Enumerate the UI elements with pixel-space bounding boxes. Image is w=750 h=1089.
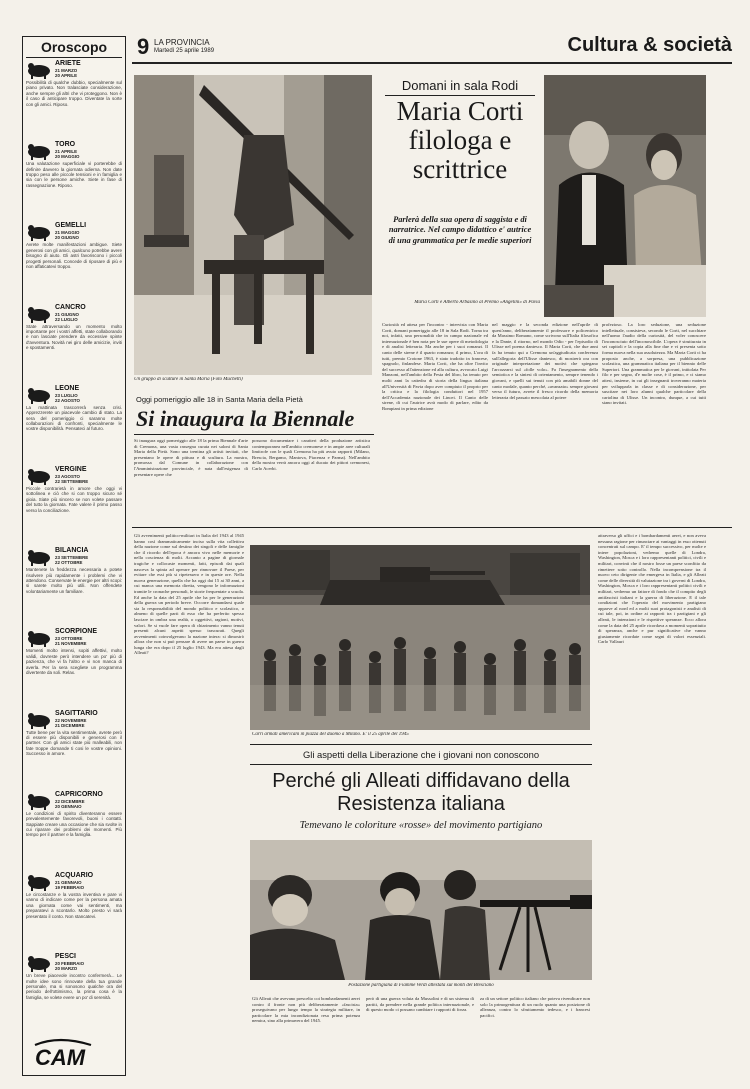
horoscope-sign-name: PESCI — [55, 953, 77, 961]
horoscope-sign-name: VERGINE — [55, 466, 87, 473]
newspaper-name: LA PROVINCIA — [154, 38, 210, 47]
biennale-body-col1: Si inaugura oggi pomeriggio alle 18 la prima Biennale d'arte di Cremona, una vasta rassegna curata nei saloni di Santa Maria della Pietà. Sono una trentina gli artisti invitati, che presentano le opere di pittura e di scultura. La mostra, promossa dal Comune in collaborazione con l'Amministrazione provinciale, è nata dall'esigenza di presentare opere che — [134, 438, 248, 477]
horoscope-item — [23, 303, 125, 384]
water-bearer-icon — [26, 873, 52, 891]
fish-icon — [26, 954, 52, 972]
horoscope-sign-text: Tutte bene per la vita sentimentale, avrete però di essere più disponibili e generosi con il partner. Con gli amici state più malleabili, non fate troppe domande ti cosi le vostre opinioni. Successo in amore. — [26, 729, 122, 757]
masthead-rule — [132, 62, 732, 64]
horoscope-item — [23, 465, 125, 546]
ram-icon — [26, 61, 52, 79]
horoscope-item — [23, 790, 125, 871]
horoscope-sign-dates: 21 GENNAIO 19 FEBBRAIO — [55, 880, 85, 890]
cam-logo-text: CAM — [35, 1045, 86, 1070]
corti-deck: Parlerà della sua opera di saggista e di narratrice. Nel campo didattico e' autrice di una grammatica per le medie superiori — [388, 215, 532, 245]
scales-icon — [26, 548, 52, 566]
lion-icon — [26, 386, 52, 404]
horoscope-sign-text: Una valutazione superficiale vi porterebbe di definire davvero la giornata odierna. Non date troppo peso alle piccole tensioni e in famiglia e sia con le persone amiche. Siete in fase di rassegnazione. Riposo. — [26, 161, 122, 188]
partisans-photo — [250, 840, 592, 980]
alleati-body-left: Gli avvenimenti politico-militari in Italia del 1943 al 1945 hanno così drammaticamente inciso sulla vita collettiva della nazione come sul destino dei singoli e delle famiglie che il ricordo dell'epoca è ancora vivo nelle memorie e nella coscienza di molti. Accanto a pagine di giornale tragiche e collocaste momenti, fatti, episodi dai quali nasceva la spinta ad operare per rinnovare il Paese, per evitare che essi più si ripetessero e in queste ore. Nella nuova generazione, quella che ha oggi dai 15 ai 30 anni, a cui manca una memoria diretta, vengono le informazioni tramite le cronache personali, le storie frequentate a scuola. Ed anche la data del 25 aprile che ha per le generazioni della guerra un periodo breve. Occorre domandarsi quale sia la responsabilità del mondo politico e scolastico, o almeno di quelle parti di esso che ha preferito spesso lasciare in ombra una realtà, o oggettivi, ragioni, motivi, valori. Se si vuole fare opera di chiarimento vanno tenuti presenti alcuni aspetti spesso trascurati. Quegli avvenimenti coinvolgevano la nazione intera: si dimostrò allora che non si può pensare di avere un paese in guerra lunga che era dopo il 25 luglio 1943. Ma era attesa dagli Alleati? — [134, 533, 244, 656]
biennale-body-col2: possono documentare i caratteri della produzione artistica contemporanea nell'ambito cremonese e in ampie aree culturali limitrofe con le quali Cremona ha più avuto rapporti (Milano, Brescia, Bergamo, Mantova, Piacenza e Parma). Nell'ambito della mostra verrà ancora oggi al ducato dei pittori cremonesi, Carlo Acerbi. — [252, 438, 370, 471]
horoscope-item — [23, 384, 125, 465]
horoscope-title: Oroscopo — [40, 39, 108, 55]
horoscope-sign-text: Piccole contrarietà in amore che oggi vi sottolinea e ciò che si con troppo sicuro sé gioia. Siate più sincero se non volete passare del tutto la giornata. Fate valere il primo passo verso la conciliazione. — [26, 486, 122, 513]
horoscope-sign-dates: 23 OTTOBRE 21 NOVEMBRE — [55, 636, 87, 647]
partisans-photo-caption: Postazione partigiana di Fiamme Verdi attestata sul monti del Bresciano — [348, 983, 494, 988]
horoscope-sign-name: GEMELLI — [55, 222, 87, 230]
horoscope-sign-text: Possibilità di qualche dubbio, specialmente sul piano privato. Non tralasciate considerazione, anche sempre gli altri che vi proteggono. Non è il caso di anticipare troppo. Diventate la sorte con gli amici. Riposo. — [26, 80, 122, 107]
issue-date: Martedì 25 aprile 1989 — [154, 48, 215, 54]
alleati-deck: Temevano le coloriture «rosse» del movimento partigiano — [299, 820, 543, 831]
horoscope-sign-dates: 21 MARZO 20 APRILE — [55, 68, 78, 78]
horoscope-sign-dates: 21 GIUGNO 22 LUGLIO — [55, 311, 79, 322]
horoscope-sign-name: ARIETE — [55, 60, 81, 67]
horoscope-sign-text: Avrete molte manifestazioni ambigue. Siete generosi con gli amici, qualcuno potrebbe avere bisogno di aiuto. Gli astri favoriscono i piccoli progetti personali. Concede di riposare di più e non affaticatevi troppo. — [26, 242, 122, 270]
archer-icon — [26, 711, 52, 729]
horoscope-item — [23, 546, 125, 627]
sculpture-photo — [134, 75, 372, 375]
horoscope-sign-dates: 20 FEBBRAIO 20 MARZO — [55, 961, 85, 972]
virgin-icon — [26, 467, 52, 485]
biennale-headline: Si inaugura la Biennale — [136, 406, 355, 431]
corti-body-col2: nel maggio e la seconda edizione nell'aprile di quest'anno, deliberatamente il professore e policentrico da Massimo Romano, come scrivono sull'Italia filosofica e la Dante, il ritorno, nel mondo Odio - per l'episodio di Ulisse nel poema dantesco. Il Maria Corti, che due anni fa ha tenuto qui a Cremona un'aggiudicata conferenza sull'allegoria dell'Ulisse dantesco, di mostrerà ora con originale interpretazione dei motivi che spiegano l'arcozzarsi sul «folle volo». Fa l'insegnamento della semiotica e la sintesi di orientamento, sempre tenendo i giovani, e quelli sui tenuti con più amabili donne del canto modale, quanto perché, «avanzato» sempre giovani verso il futuro, avrete il fresco ricordo della memoria letteraria del passato mescolata al potere — [492, 322, 598, 400]
crab-icon — [26, 305, 52, 323]
horoscope-sign-dates: 22 NOVEMBRE 21 DICEMBRE — [55, 717, 87, 728]
horoscope-column — [22, 36, 126, 1076]
goat-icon — [26, 792, 52, 810]
twins-icon — [26, 223, 52, 241]
horoscope-sign-text: Momenti molto intensi, sopiti affettivi, molto validi, dovreste però intendere un po' più di pazienza, che vi fa l'altro e vi non manca di averla. Per la sera scegliete un programma divertente da soli. Relax. — [26, 648, 122, 676]
bull-icon — [26, 142, 52, 160]
horoscope-list — [23, 59, 125, 1034]
horoscope-sign-name: BILANCIA — [55, 547, 89, 555]
horoscope-title-rule — [26, 57, 122, 58]
biennale-rule — [134, 434, 374, 435]
horoscope-sign-name: ACQUARIO — [55, 872, 94, 879]
alleati-kicker: Gli aspetti della Liberazione che i giovani non conoscono — [302, 749, 540, 760]
horoscope-sign-name: SCORPIONE — [55, 628, 98, 636]
corti-headline: Maria Corti filologa e scrittrice — [396, 96, 524, 184]
horoscope-item — [23, 952, 125, 1033]
alleati-kicker-rule — [250, 764, 592, 765]
horoscope-item — [23, 140, 125, 221]
alleati-body-right: attraverso gli uffici e i bombardamenti aerei, e non aveva nessuna ragione per rinunciare ai vantaggi in esso ottenuti concentrati sul campo. E' il tempo successivo, per molte e intere popolazioni, vedremo quelle di Londra, Washington, Mosca e i loro rappresentanti politici, civili e militari, convinti che il nostro fosse un paese sconfitto da rimettere sotto controllo. Nella incomprensione tra il nuovo ceto dirigente che emergeva in Italia, e gli Alleati come delle diversità di valutazione tra i governi di Londra, Washington, Mosca e i loro rappresentanti politici civili e militari, vedremo un fattore di fondo che il compito degli antifascisti italiani e la guerra di liberazione. E il tale condizioni che l'operato del movimento partigiano apparve al nord ed a molti suoi protagonisti e analisti di cui tale, poi, in ordine ai rapporti tra i partigiani e gli alleati, le intenzioni e le rispettive speranze. Ecco allora come la data del 25 aprile ricordava a momenti soprattutto di speranza, anche e pur significative che vanno giustamente ricordate come segni di valori essenziali. Carlo Vallauri — [598, 533, 706, 645]
alleati-body-bottom-col2: però di una guerra voluta da Mussolini e di un sistema di partiti, da prendere nella grande politica internazionale, e di questo modo ci possano cambiare i rapporti di forza. — [366, 996, 474, 1013]
horoscope-sign-text: La mattinata trascorrerà senza crisi. Apprezzerete un piacevole cambio di stato. La sera del pomeriggio ci saranno molte collaborazioni di confronti, specialmente le vostre disponibilità. Pensateci al futuro. — [26, 404, 122, 432]
corti-photo — [544, 75, 706, 317]
horoscope-item — [23, 627, 125, 708]
horoscope-sign-dates: 23 AGOSTO 22 SETTEMBRE — [55, 474, 89, 484]
cam-logo — [29, 1037, 119, 1071]
corti-body-col1: Curiosità ed attesa per l'incontro - intervista con Maria Corti, domani pomeriggio alle 18 in Sala Rodi. Torna tra noi, infatti, una personalità che in campo nazionale ed internazionale è ben nota per le sue opere di metodologia e di analisi letteraria. Ma anche per i suoi romanzi. Il canto delle sirene è il quarto romanzo; il primo, L'ora di tutti, premio Crotone 1963, è stato tradotto in francese, spagnolo, finlandese. Maria Corti, che ha oltre l'invito del successo all'attenzione ed alla cultura, avvocato Luigi Manzoni, nell'ambito della Festa del libro, ha tenuto per molti anni la cattedra di storia della lingua italiana all'Università di Pavia dopo aver compiuto il proprio per la critica e la filologia conduttori nel 1957 dell'Accademia nazionale dei Lincei. Il Canto delle sirene, di cui l'autrice avrà modo di parlare, edito da Bompiani in prima edizione — [382, 322, 488, 411]
horoscope-sign-dates: 23 LUGLIO 22 AGOSTO — [55, 392, 80, 403]
horoscope-sign-name: SAGITTARIO — [55, 709, 98, 717]
alleati-body-bottom-col1: Gli Alleati che avevano prescelto coi bombardamenti aerei contro il fronte non più deliberatamente «fascista» proseguivano per lungo tempo la strategia militare, in particolare la mia incondizionata resa prima potenza nemica, sino alla primavera del 1945. — [252, 996, 360, 1024]
sculpture-photo-caption: Un gruppo di sculture in Santa Maria (Foto Muchetti) — [134, 377, 243, 382]
horoscope-sign-dates: 21 APRILE 20 MAGGIO — [55, 149, 80, 160]
horoscope-sign-text: Mantenete la freddezza necessaria a potete risolvere più rapidamente i problemi che vi attendono. Conservate le energie per altri scopi: si sarete molto più utili. Non offendete volontariamente un familiare. — [26, 567, 122, 594]
horoscope-sign-dates: 23 SETTEMBRE 22 OTTOBRE — [55, 555, 89, 566]
masthead — [132, 36, 732, 62]
horoscope-item — [23, 221, 125, 302]
section-title: Cultura & società — [567, 34, 732, 56]
horoscope-sign-text: Un breve piacevole incontro confermerà... Le molte idee sono rinnovate della tua grande personale, ma si sonosono qualche ora del periodo dell'ottimismo, la prima cosa è la famiglia, se volete evere un po' di serenità. — [26, 973, 122, 1000]
corti-body-col3: profezioso. La loro seduzione, una seduzione intellettuale, consisteva, secondo le Corti, nel succhiare nell'uomo l'audio della curiosità, del voler conoscere l'inconosciuto dell'inconoscibile. L'opera è strutturata in sei capitoli e la copia alla fine due e vi presenta sotto forma nuova nella sua assolutezza. Ma Maria Corti ci ha proposto anche, a sorpresa, una pubblicazione scolastica, una grammatica italiana per il biennio delle Superiori. Una grammatica per le giovani, intitolata Per filo e per segno, d'e molte cose, è il primo, e ci siamo attesi, insieme, in cui gli insegnanti troveranno materia per svilupparla in classe e di considerazione, per suscitare nei loro alunni qualche particolare della cartolina di Ulisse. Un incontro, dunque, a cui tutti siano invitati. — [602, 322, 706, 406]
tanks-photo-caption: Carri armati americani in piazza del duomo a Milano. E' il 25 aprile del 1945 — [252, 732, 409, 737]
tanks-photo — [250, 545, 590, 730]
scorpion-icon — [26, 629, 52, 647]
horoscope-sign-name: TORO — [55, 141, 76, 149]
alleati-top-rule — [250, 744, 592, 745]
upper-lower-divider — [132, 527, 732, 528]
horoscope-sign-dates: 21 MAGGIO 20 GIUGNO — [55, 230, 80, 241]
horoscope-sign-text: State attraversando un momento molto importante per i vostri affetti, state collaborando e non lasciate prendere da eccessive spinte d'avventura. Novità nei giro delle amicizie, inviti e spostamenti. — [26, 323, 122, 351]
corti-photo-caption: Maria Corti e Alberto Arbasino al Premio «Angelini» di Pavia — [414, 300, 540, 305]
page-number: 9 — [137, 34, 150, 59]
horoscope-sign-dates: 22 DICEMBRE 20 GENNAIO — [55, 798, 85, 809]
corti-kicker: Domani in sala Rodi — [401, 78, 519, 93]
alleati-headline: Perché gli Alleati diffidavano della Resistenza italiana — [272, 770, 570, 815]
horoscope-sign-name: CANCRO — [55, 303, 86, 311]
biennale-kicker: Oggi pomeriggio alle 18 in Santa Maria della Pietà — [136, 395, 303, 404]
alleati-body-bottom-col3: za di un settore politico italiano che poteva rivendicare non solo la primogenitura di un ruolo quanto una posizione di alleanza, contro lo sfruttamento tedesco, e i francesi pacifici. — [480, 996, 590, 1018]
horoscope-sign-text: Le circostanze e la vostra inventiva e pare vi vanno di indicare come per la persona amata una giornata come vai sentimenti, ma preparatevi a scontarlo. Molto presto vi sarà presentato il conto. Non stancatevi. — [26, 892, 122, 919]
horoscope-item — [23, 709, 125, 790]
horoscope-item — [23, 871, 125, 952]
horoscope-item — [23, 59, 125, 140]
horoscope-sign-text: Le condizioni di spirito diventeranno essere prevalentemente favorevoli, buoni i contatti. Sappiate creare una occasione che sia svolte in cui riparare dei problemi dei momenti. Più tempo per il partner e la famiglia. — [26, 810, 122, 838]
horoscope-sign-name: LEONE — [55, 384, 80, 392]
horoscope-sign-name: CAPRICORNO — [55, 790, 103, 798]
